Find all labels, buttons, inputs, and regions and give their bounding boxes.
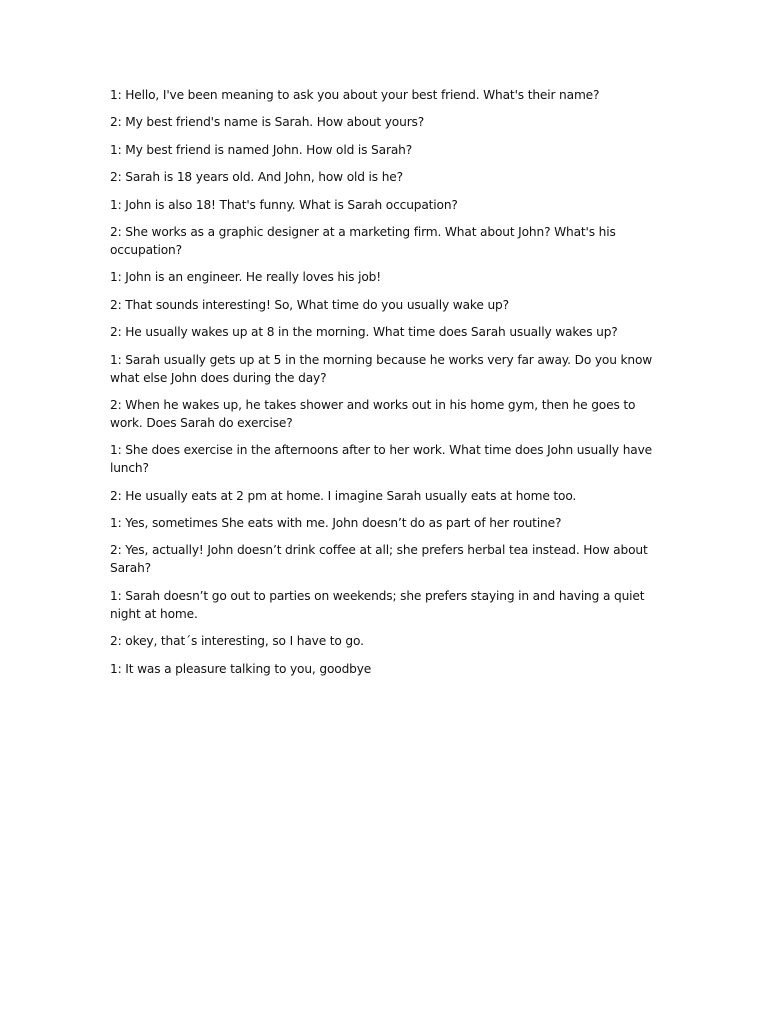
dialogue-line: 2: okey, that´s interesting, so I have to go. [110, 634, 364, 649]
dialogue-line: 2: When he wakes up, he takes shower and works out in his home gym, then he goes to work. Does Sarah do exercise? [110, 397, 636, 430]
dialogue-line: 1: My best friend is named John. How old is Sarah? [110, 142, 413, 157]
dialogue-line: 2: Sarah is 18 years old. And John, how old is he? [110, 170, 403, 185]
dialogue-line: 1: Sarah doesn’t go out to parties on weekends; she prefers staying in and having a quiet night at home. [110, 588, 645, 621]
dialogue-line: 2: Yes, actually! John doesn’t drink coffee at all; she prefers herbal tea instead. How about Sarah? [110, 543, 648, 576]
dialogue-line: 1: Sarah usually gets up at 5 in the morning because he works very far away. Do you know what else John does during the day? [110, 352, 653, 385]
dialogue-line: 1: Yes, sometimes She eats with me. John doesn’t do as part of her routine? [110, 516, 562, 531]
dialogue-line: 1: It was a pleasure talking to you, goodbye [110, 661, 372, 676]
dialogue-line: 2: He usually eats at 2 pm at home. I imagine Sarah usually eats at home too. [110, 488, 577, 503]
dialogue-line: 2: She works as a graphic designer at a marketing firm. What about John? What's his occupation? [110, 224, 616, 257]
dialogue-line: 2: He usually wakes up at 8 in the morning. What time does Sarah usually wakes up? [110, 325, 618, 340]
dialogue-line: 1: She does exercise in the afternoons after to her work. What time does John usually have lunch? [110, 443, 653, 476]
dialogue-line: 2: My best friend's name is Sarah. How about yours? [110, 115, 425, 130]
dialogue-line: 2: That sounds interesting! So, What time do you usually wake up? [110, 297, 509, 312]
dialogue-text [110, 86, 662, 687]
dialogue-line: 1: John is also 18! That's funny. What is Sarah occupation? [110, 197, 458, 212]
dialogue-line: 1: John is an engineer. He really loves his job! [110, 270, 381, 285]
dialogue-line: 1: Hello, I've been meaning to ask you about your best friend. What's their name? [110, 88, 600, 102]
